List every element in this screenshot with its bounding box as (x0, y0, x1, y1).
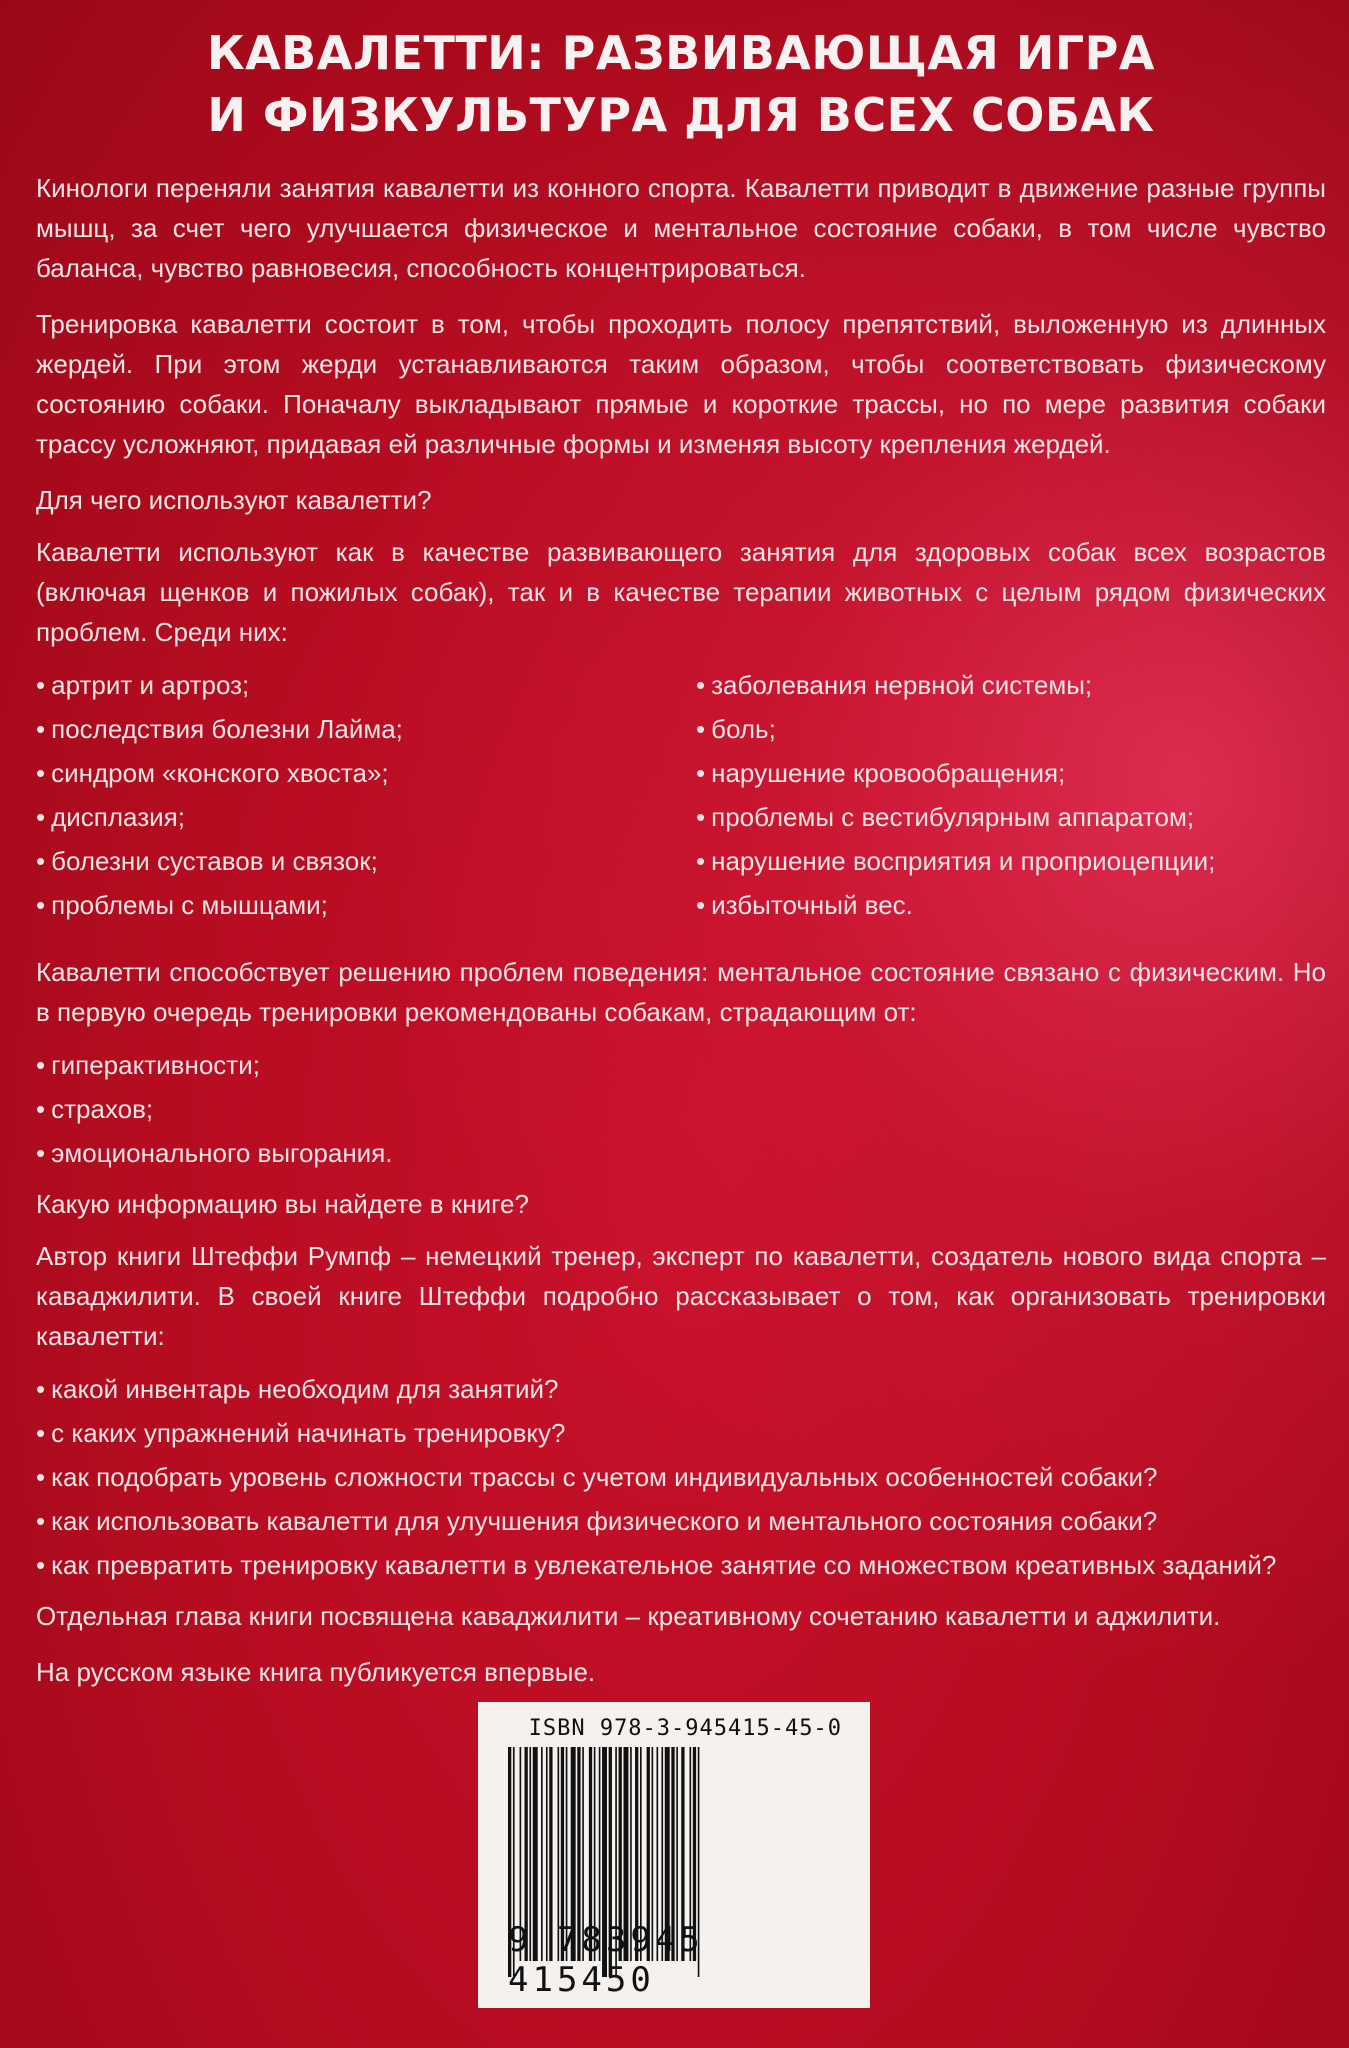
training-paragraph: Тренировка кавалетти состоит в том, чтобы проходить полосу препятствий, выложенную из длинных жердей. При этом жерди устанавливаются таким образом, чтобы соответствовать физическому состоянию собаки. Поначалу выкладывают прямые и короткие трассы, но по мере развития собаки трассу усложняют, придавая ей различные формы и изменяя высоту крепления жердей. (36, 309, 1326, 459)
conditions-column-right (696, 668, 1326, 932)
list-item: • артрит и артроз; (36, 668, 696, 702)
list-item: • заболевания нервной системы; (696, 668, 1326, 702)
first-edition-note: На русском языке книга публикуется впервые. (36, 1657, 596, 1687)
list-item: • как превратить тренировку кавалетти в увлекательное занятие со множеством креативных заданий? (36, 1548, 1326, 1582)
topics-list (36, 1372, 1326, 1582)
title-line-2: И ФИЗКУЛЬТУРА ДЛЯ ВСЕХ СОБАК (207, 88, 1155, 142)
list-item: • гиперактивности; (36, 1048, 1326, 1082)
list-item: • проблемы с вестибулярным аппаратом; (696, 800, 1326, 834)
conditions-column-left (36, 668, 696, 932)
list-item: • как подобрать уровень сложности трассы с учетом индивидуальных особенностей собаки? (36, 1460, 1326, 1494)
list-item: • дисплазия; (36, 800, 696, 834)
conditions-list (36, 668, 1326, 932)
question-book-info: Какую информацию вы найдете в книге? (36, 1189, 529, 1219)
intro-paragraph: Кинологи переняли занятия кавалетти из конного спорта. Кавалетти приводит в движение разные группы мышц, за счет чего улучшается физическое и ментальное состояние собаки, в том числе чувство баланса, чувство равновесия, способность концентрироваться. (36, 173, 1326, 283)
list-item: • боль; (696, 712, 1326, 746)
list-item: • проблемы с мышцами; (36, 888, 696, 922)
list-item: • как использовать кавалетти для улучшения физического и ментального состояния собаки? (36, 1504, 1326, 1538)
cover-title (36, 22, 1326, 146)
cover-text (36, 22, 1326, 1708)
list-item: • синдром «конского хвоста»; (36, 756, 696, 790)
isbn-label: ISBN 978-3-945415-45-0 (528, 1716, 842, 1741)
list-item: • болезни суставов и связок; (36, 844, 696, 878)
title-line-1: КАВАЛЕТТИ: РАЗВИВАЮЩАЯ ИГРА (206, 26, 1155, 80)
question-usage: Для чего используют кавалетти? (36, 485, 432, 515)
author-paragraph: Автор книги Штеффи Румпф – немецкий тренер, эксперт по кавалетти, создатель нового вида спорта – каваджилити. В своей книге Штеффи подробно рассказывает о том, как организовать тренировки кавалетти: (36, 1241, 1326, 1351)
list-item: • эмоционального выгорания. (36, 1136, 1326, 1170)
list-item: • страхов; (36, 1092, 1326, 1126)
barcode-panel (478, 1702, 870, 2008)
list-item: • нарушение восприятия и проприоцепции; (696, 844, 1326, 878)
list-item: • с каких упражнений начинать тренировку? (36, 1416, 1326, 1450)
list-item: • последствия болезни Лайма; (36, 712, 696, 746)
behavior-paragraph: Кавалетти способствует решению проблем поведения: ментальное состояние связано с физическим. Но в первую очередь тренировки рекомендованы собакам, страдающим от: (36, 957, 1326, 1027)
list-item: • нарушение кровообращения; (696, 756, 1326, 790)
ean-digits: 9 783945 415450 (508, 1920, 704, 2000)
list-item: • какой инвентарь необходим для занятий? (36, 1372, 1326, 1406)
behavior-list (36, 1048, 1326, 1170)
chapter-paragraph: Отдельная глава книги посвящена каваджилити – креативному сочетанию кавалетти и аджилити. (36, 1601, 1221, 1631)
list-item: • избыточный вес. (696, 888, 1326, 922)
usage-paragraph: Кавалетти используют как в качестве развивающего занятия для здоровых собак всех возрастов (включая щенков и пожилых собак), так и в качестве терапии животных с целым рядом физических проблем. Среди них: (36, 537, 1326, 647)
